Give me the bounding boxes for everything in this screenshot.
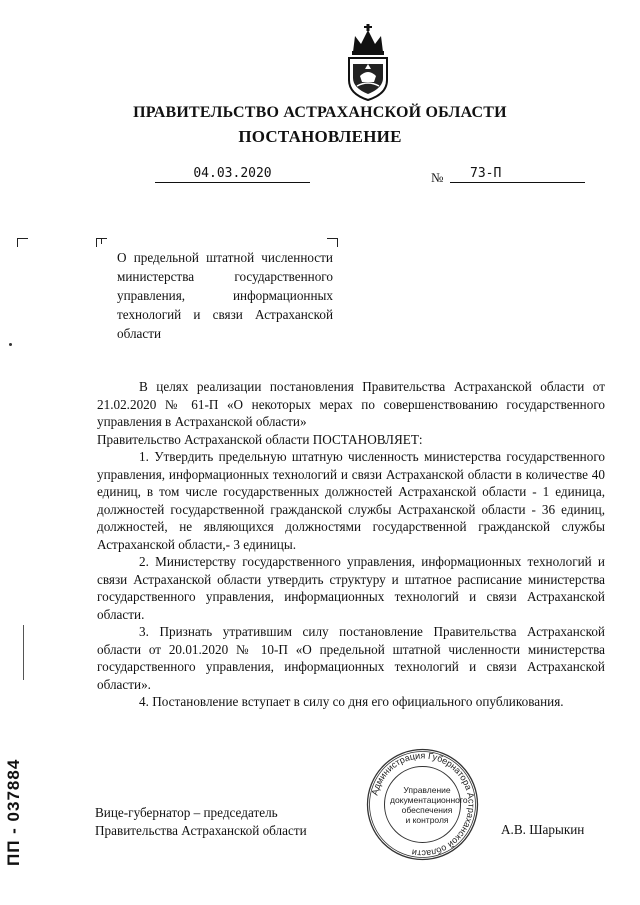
body-item: 3. Признать утратившим силу постановление Правительства Астраханской области от 20.01.2020 № 10-П «О предельной штатной численности министерства государственного управления, информационных технологий и связи Астраханской области». <box>97 624 605 692</box>
stamp-inner-line: обеспечения <box>401 805 453 815</box>
body-intro: В целях реализации постановления Правительства Астраханской области от 21.02.2020 № 61-П «О некоторых мерах по совершенствованию государственного управления в Астраханской области» <box>97 379 605 429</box>
margin-line <box>23 625 24 680</box>
signatory-position <box>95 804 307 839</box>
signatory-name: А.В. Шарыкин <box>501 822 585 837</box>
body-item: 2. Министерству государственного управления, информационных технологий и связи Астраханской области утвердить структуру и штатное расписание министерства государственного управления, информационных технологий и связи Астраханской области. <box>97 554 605 622</box>
number-label: № <box>431 170 444 185</box>
stamp-inner-line: документационного <box>390 795 468 805</box>
document-number: 73-П <box>450 166 585 183</box>
stamp-ring-text: Администрация Губернатора Астраханской области <box>369 750 477 859</box>
coat-of-arms-emblem <box>343 22 393 102</box>
document-type-title: ПОСТАНОВЛЕНИЕ <box>238 127 402 146</box>
issuer-title: ПРАВИТЕЛЬСТВО АСТРАХАНСКОЙ ОБЛАСТИ <box>133 104 507 121</box>
document-subject: О предельной штатной численности министерства государственного управления, информационных технологий и связи Астраханской области <box>117 250 333 341</box>
form-serial-number: ПП - 037884 <box>4 758 23 866</box>
corner-mark-subject-right <box>327 238 338 247</box>
corner-mark-left <box>17 238 28 247</box>
signatory-position-line: Правительства Астраханской области <box>95 822 307 838</box>
body-item: 4. Постановление вступает в силу со дня его официального опубликования. <box>139 694 564 709</box>
stamp-inner-text <box>390 785 468 825</box>
stamp-inner-line: Управление <box>403 785 451 795</box>
document-body <box>97 378 605 711</box>
margin-dot <box>9 343 12 346</box>
document-date: 04.03.2020 <box>155 166 310 183</box>
corner-mark-subject-left-tick <box>101 238 103 244</box>
stamp-inner-line: и контроля <box>405 815 449 825</box>
signatory-position-line: Вице-губернатор – председатель <box>95 805 278 820</box>
body-item: 1. Утвердить предельную штатную численность министерства государственного управления, информационных технологий и связи Астраханской области в количестве 40 единиц, в том числе государственных должностей Астраханской области - 1 единица, должностей государственной гражданской службы Астраханской области - 36 единиц, должностей, не являющихся должностями государственной гражданской службы Астраханской области,- 3 единицы. <box>97 449 605 552</box>
body-resolves: Правительство Астраханской области ПОСТАНОВЛЯЕТ: <box>97 431 423 447</box>
